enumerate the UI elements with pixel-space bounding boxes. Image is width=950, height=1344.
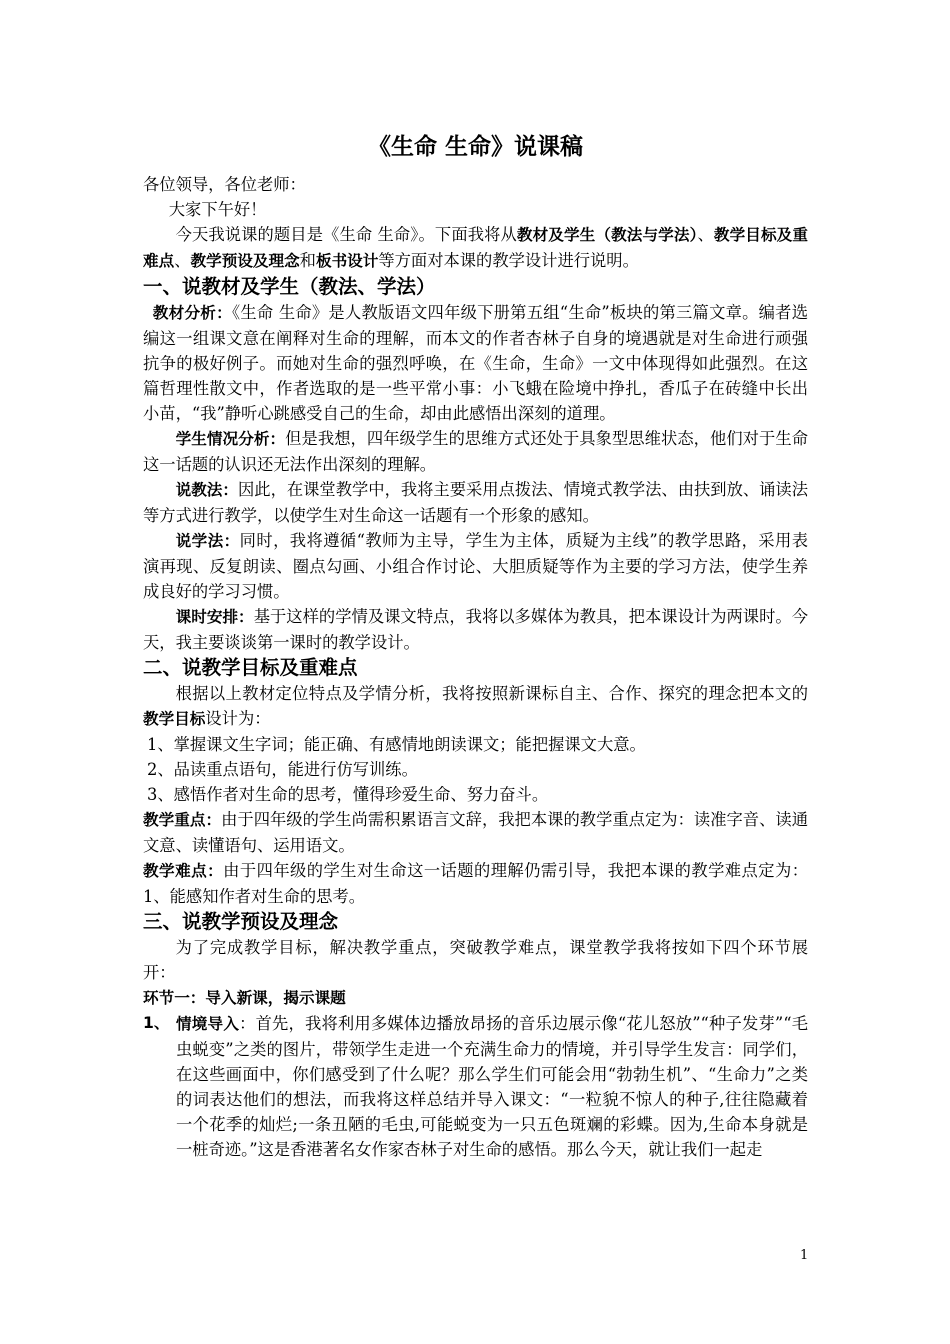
goals-list	[143, 732, 808, 807]
document-title: 《生命 生命》说课稿	[367, 134, 583, 160]
document-page	[143, 130, 808, 1162]
student-analysis: 学生情况分析：但是我想，四年级学生的思维方式还处于具象型思维状态，他们对于生命这一话题的认识还无法作出深刻的理解。	[143, 429, 808, 474]
material-analysis: 教材分析：《生命 生命》是人教版语文四年级下册第五组“生命”板块的第三篇文章。编者选编这一组课文意在阐释对生命的理解，而本文的作者杏林子自身的境遇就是对生命进行顽强抗争的极好例子。而她对生命的强烈呼唤，在《生命，生命》一文中体现得如此强烈。在这篇哲理性散文中，作者选取的是一些平常小事：小飞蛾在险境中挣扎，香瓜子在砖缝中长出小苗，“我”静听心跳感受自己的生命，却由此感悟出深刻的道理。	[143, 303, 808, 423]
page-number: 1	[800, 1248, 809, 1263]
procedure-intro: 为了完成教学目标，解决教学重点，突破教学难点，课堂教学我将按如下四个环节展开：	[143, 938, 808, 982]
list-item: 3、感悟作者对生命的思考，懂得珍爱生命、努力奋斗。	[147, 785, 549, 804]
lesson-schedule: 课时安排：基于这样的学情及课文特点，我将以多媒体为教具，把本课设计为两课时。今天，我主要谈谈第一课时的教学设计。	[143, 607, 808, 652]
intro-paragraph: 今天我说课的题目是《生命 生命》。下面我将从教材及学生（教法与学法）、教学目标及重难点、教学预设及理念和板书设计等方面对本课的教学设计进行说明。	[143, 225, 808, 270]
teaching-key-point: 教学重点：由于四年级的学生尚需积累语言文辞，我把本课的教学重点定为：读准字音、读通文意、读懂语句、运用语文。	[143, 810, 808, 855]
goals-intro: 根据以上教材定位特点及学情分析，我将按照新课标自主、合作、探究的理念把本文的教学目标设计为：	[143, 684, 808, 728]
list-item	[143, 1011, 808, 1162]
section-heading-1: 一、说教材及学生（教法、学法）	[143, 275, 436, 298]
list-item: 1、掌握课文生字词；能正确、有感情地朗读课文；能把握课文大意。	[147, 735, 646, 754]
section-heading-2: 二、说教学目标及重难点	[143, 656, 358, 679]
hello-line: 大家下午好！	[168, 200, 267, 219]
section-heading-3: 三、说教学预设及理念	[143, 910, 339, 933]
situation-intro: 情境导入：首先，我将利用多媒体边播放昂扬的音乐边展示像“花儿怒放”“种子发芽”“毛虫蜕变”之类的图片，带领学生走进一个充满生命力的情境，并引导学生发言：同学们，在这些画面中，你们感受到了什么呢？那么学生们可能会用“勃勃生机”、“生命力”之类的词表达他们的想法，而我将这样总结并导入课文：“一粒貌不惊人的种子,往往隐藏着一个花季的灿烂;一条丑陋的毛虫,可能蜕变为一只五色斑斓的彩蝶。因为,生命本身就是一桩奇迹。”这是香港著名女作家杏林子对生命的感悟。那么今天，就让我们一起走	[176, 1014, 808, 1159]
item-number: 1、	[143, 1014, 170, 1032]
step-heading: 环节一：导入新课，揭示课题	[143, 989, 346, 1007]
teaching-difficulty: 教学难点：由于四年级的学生对生命这一话题的理解仍需引导，我把本课的教学难点定为：1、能感知作者对生命的思考。	[143, 861, 808, 906]
learning-method: 说学法：同时，我将遵循“教师为主导，学生为主体，质疑为主线”的教学思路，采用表演再现、反复朗读、圈点勾画、小组合作讨论、大胆质疑等作为主要的学习方法，使学生养成良好的学习习惯。	[143, 531, 808, 601]
list-item: 2、品读重点语句，能进行仿写训练。	[147, 760, 418, 779]
teaching-method: 说教法：因此，在课堂教学中，我将主要采用点拨法、情境式教学法、由扶到放、诵读法等方式进行教学，以使学生对生命这一话题有一个形象的感知。	[143, 480, 808, 525]
greeting: 各位领导，各位老师：	[143, 175, 306, 194]
